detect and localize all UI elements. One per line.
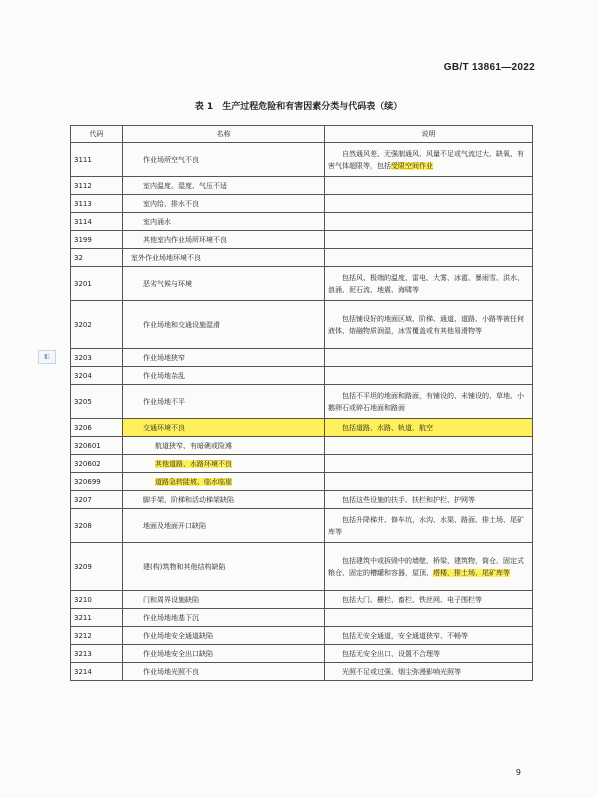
hazard-code-table [70, 125, 533, 681]
row-description [325, 385, 533, 419]
row-name-text: 作业场地狭窄 [143, 353, 185, 362]
table-row [71, 491, 533, 509]
row-name [123, 645, 325, 663]
row-code: 3201 [71, 267, 123, 301]
table-row [71, 627, 533, 645]
row-name-text: 作业场地杂乱 [143, 371, 185, 380]
row-description [325, 349, 533, 367]
row-name [123, 249, 325, 267]
row-name [123, 349, 325, 367]
row-name-text: 其他道路、水路环境不良 [155, 459, 232, 468]
table-row [71, 213, 533, 231]
row-name [123, 591, 325, 609]
description-text: 光照不足或过强、烟尘弥漫影响光照等 [342, 667, 461, 676]
table-row [71, 143, 533, 177]
table-row [71, 177, 533, 195]
table-row [71, 473, 533, 491]
row-name [123, 543, 325, 591]
row-description [325, 509, 533, 543]
description-text: 包括不平坦的地面和路面，有铺设的、未铺设的、草地、小鹅卵石或碎石地面和路面 [328, 391, 524, 412]
table-row [71, 349, 533, 367]
row-name [123, 367, 325, 385]
row-name-text: 脚手架、阶梯和活动梯架缺陷 [143, 495, 234, 504]
row-description [325, 591, 533, 609]
table-row [71, 385, 533, 419]
row-name-text: 道路急转陡坡、临水临崖 [155, 477, 232, 486]
table-row [71, 609, 533, 627]
row-name-text: 门和周界设施缺陷 [143, 595, 199, 604]
row-name [123, 437, 325, 455]
table-title: 表 1 生产过程危险和有害因素分类与代码表（续） [194, 102, 403, 112]
description-highlight: 塔楼，排土场、尾矿库等 [433, 568, 510, 577]
table-row [71, 419, 533, 437]
row-name-text: 建(构)筑物和其他结构缺陷 [143, 562, 226, 571]
row-name [123, 231, 325, 249]
row-description [325, 663, 533, 681]
row-name [123, 195, 325, 213]
header-description: 说明 [325, 126, 533, 143]
row-code: 3212 [71, 627, 123, 645]
description-highlight: 受限空间作业 [391, 161, 433, 170]
row-description [325, 645, 533, 663]
row-name-text: 作业场地安全通道缺陷 [143, 631, 213, 640]
row-code: 320602 [71, 455, 123, 473]
description-text: 包括大门、栅栏、畜栏、铁丝网、电子围栏等 [342, 595, 482, 604]
row-code: 3207 [71, 491, 123, 509]
row-code: 3205 [71, 385, 123, 419]
row-name-text: 室内涌水 [143, 217, 171, 226]
row-code: 3209 [71, 543, 123, 591]
row-description [325, 177, 533, 195]
row-code: 3214 [71, 663, 123, 681]
row-description [325, 213, 533, 231]
table-row [71, 543, 533, 591]
table-header-row [71, 126, 533, 143]
row-description [325, 367, 533, 385]
row-description [325, 195, 533, 213]
table-row [71, 249, 533, 267]
description-text: 包括这些设施的扶手、扶栏和护栏、护网等 [342, 495, 475, 504]
header-code: 代码 [71, 126, 123, 143]
row-description [325, 437, 533, 455]
row-name [123, 177, 325, 195]
table-row [71, 591, 533, 609]
table-row [71, 367, 533, 385]
row-name-text: 恶劣气候与环境 [143, 279, 192, 288]
row-name-text: 作业场地不平 [143, 397, 185, 406]
row-code: 3203 [71, 349, 123, 367]
table-row [71, 509, 533, 543]
table-row [71, 645, 533, 663]
row-code: 3206 [71, 419, 123, 437]
row-name [123, 301, 325, 349]
row-name-text: 室内给、排水不良 [143, 199, 199, 208]
table-row [71, 301, 533, 349]
row-name-text: 作业场地地基下沉 [143, 613, 199, 622]
row-name-text: 作业场地和交通设施湿滑 [143, 320, 220, 329]
row-code: 320699 [71, 473, 123, 491]
row-code: 3202 [71, 301, 123, 349]
row-description [325, 455, 533, 473]
description-text: 自然通风差、无强制通风、风量不足或气流过大、缺氧、有害气体超限等，包括 [328, 149, 524, 170]
row-description [325, 609, 533, 627]
row-name [123, 509, 325, 543]
row-description [325, 301, 533, 349]
table-row [71, 663, 533, 681]
description-text: 包括升降梯井、修车坑、水沟、水渠、路面、排土场、尾矿库等 [328, 515, 524, 536]
row-code: 3112 [71, 177, 123, 195]
table-row [71, 455, 533, 473]
row-description [325, 419, 533, 437]
row-code: 3111 [71, 143, 123, 177]
row-name [123, 143, 325, 177]
row-description [325, 473, 533, 491]
row-code: 3204 [71, 367, 123, 385]
description-text: 包括建筑中或拆毁中的墙壁、桥梁、建筑物，筒仓、固定式粮仓、固定的槽罐和容器，屋顶、 [328, 556, 524, 577]
table-row [71, 195, 533, 213]
row-name [123, 609, 325, 627]
description-text: 包括风、极端的温度、雷电、大雾、冰雹、暴雨雪、洪水、浪涌、泥石流、地震、海啸等 [328, 273, 524, 294]
row-name [123, 419, 325, 437]
description-text: 包括无安全出口、设置不合理等 [342, 649, 440, 658]
row-name [123, 267, 325, 301]
row-code: 3211 [71, 609, 123, 627]
row-code: 32 [71, 249, 123, 267]
scan-watermark-icon: ◧ [38, 350, 56, 364]
row-description [325, 627, 533, 645]
row-code: 3208 [71, 509, 123, 543]
description-highlight: 包括道路、水路、轨道、航空 [342, 423, 433, 432]
header-name: 名称 [123, 126, 325, 143]
row-name [123, 213, 325, 231]
row-name-text: 交通环境不良 [143, 423, 185, 432]
table-row [71, 267, 533, 301]
row-name [123, 627, 325, 645]
row-name-text: 室内温度、湿度、气压不适 [143, 181, 227, 190]
row-description [325, 543, 533, 591]
row-description [325, 491, 533, 509]
row-name-text: 其他室内作业场所环境不良 [143, 235, 227, 244]
description-text: 包括铺设好的地面区域、阶梯、通道、道路、小路等被任何液体、熔融物质润湿，冰雪覆盖或有其他易滑物等 [328, 314, 524, 335]
standard-number: GB/T 13861—2022 [443, 62, 535, 73]
row-name [123, 473, 325, 491]
row-name-text: 作业场地光照不良 [143, 667, 199, 676]
row-code: 3213 [71, 645, 123, 663]
row-name [123, 663, 325, 681]
description-text: 包括无安全通道，安全通道狭窄、不畅等 [342, 631, 468, 640]
row-name [123, 455, 325, 473]
row-name-text: 室外作业场地环境不良 [131, 253, 201, 262]
row-code: 3113 [71, 195, 123, 213]
row-code: 3114 [71, 213, 123, 231]
row-name [123, 385, 325, 419]
row-description [325, 143, 533, 177]
table-row [71, 437, 533, 455]
row-description [325, 267, 533, 301]
row-description [325, 231, 533, 249]
row-name [123, 491, 325, 509]
page-number: 9 [515, 768, 521, 777]
row-code: 3199 [71, 231, 123, 249]
row-description [325, 249, 533, 267]
row-name-text: 航道狭窄、有暗礁或险滩 [155, 441, 232, 450]
row-name-text: 作业场所空气不良 [143, 155, 199, 164]
table-row [71, 231, 533, 249]
row-code: 320601 [71, 437, 123, 455]
row-name-text: 地面及地面开口缺陷 [143, 521, 206, 530]
row-name-text: 作业场地安全出口缺陷 [143, 649, 213, 658]
row-code: 3210 [71, 591, 123, 609]
